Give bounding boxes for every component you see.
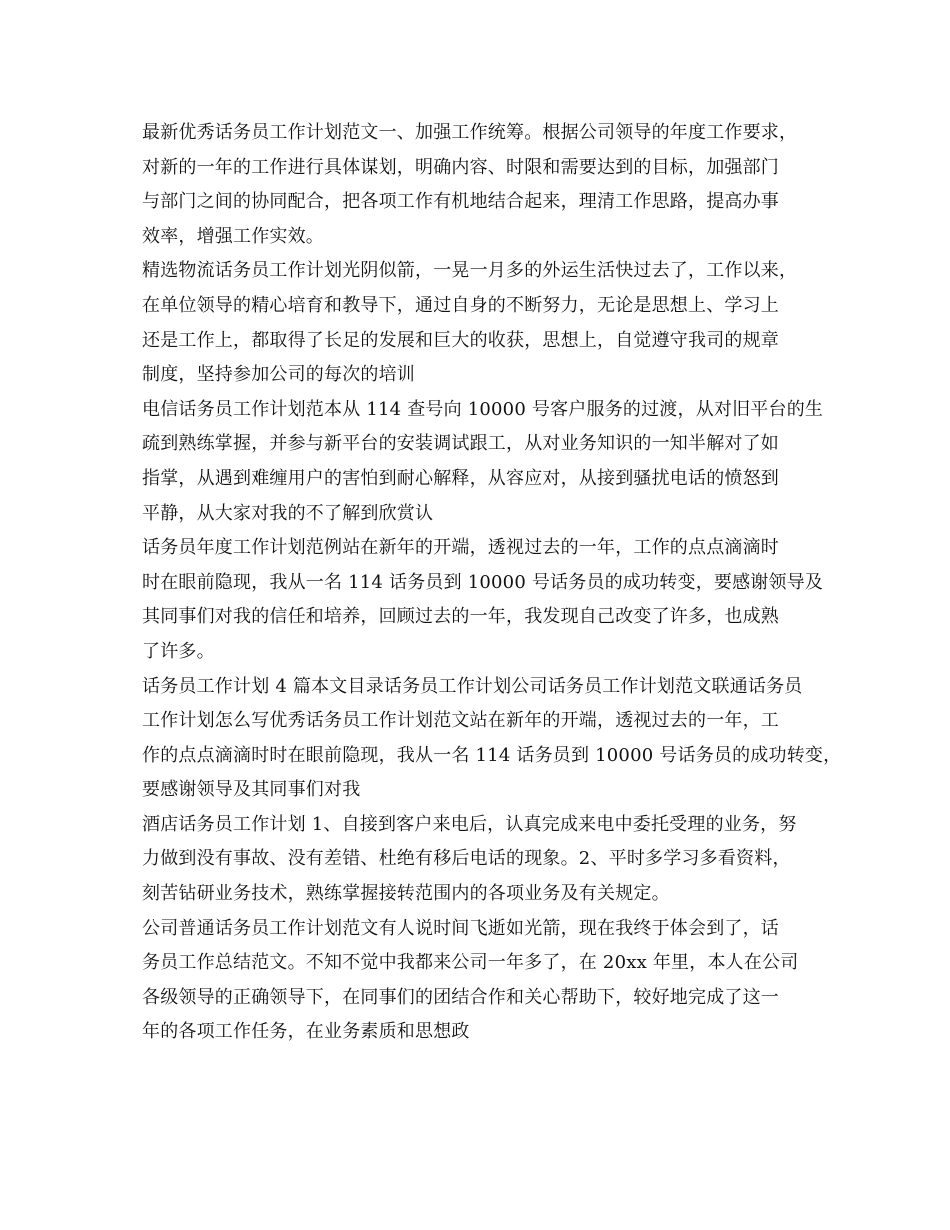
document-body xyxy=(142,116,842,1050)
text-line: 时在眼前隐现，我从一名 114 话务员到 10000 号话务员的成功转变，要感谢领导及 xyxy=(142,571,824,593)
paragraph-7 xyxy=(142,912,842,1050)
paragraph-1 xyxy=(142,116,842,254)
text-line: 年的各项工作任务，在业务素质和思想政 xyxy=(142,1021,470,1043)
paragraph-5 xyxy=(142,670,842,808)
text-line: 与部门之间的协同配合，把各项工作有机地结合起来，理清工作思路，提高办事 xyxy=(142,191,779,213)
text-line: 了许多。 xyxy=(142,640,215,662)
text-line: 指掌，从遇到难缠用户的害怕到耐心解释，从容应对，从接到骚扰电话的愤怒到 xyxy=(142,467,779,489)
paragraph-4 xyxy=(142,531,842,669)
text-line: 工作计划怎么写优秀话务员工作计划范文站在新年的开端，透视过去的一年，工 xyxy=(142,710,779,732)
text-line: 精选物流话务员工作计划光阴似箭，一晃一月多的外运生活快过去了，工作以来， xyxy=(142,260,798,282)
text-line: 刻苦钻研业务技术，熟练掌握接转范围内的各项业务及有关规定。 xyxy=(142,883,670,905)
paragraph-3 xyxy=(142,393,842,531)
text-line: 公司普通话务员工作计划范文有人说时间飞逝如光箭，现在我终于体会到了，话 xyxy=(142,917,779,939)
text-line: 话务员年度工作计划范例站在新年的开端，透视过去的一年，工作的点点滴滴时 xyxy=(142,537,779,559)
text-line: 对新的一年的工作进行具体谋划，明确内容、时限和需要达到的目标，加强部门 xyxy=(142,156,779,178)
text-line: 最新优秀话务员工作计划范文一、加强工作统筹。根据公司领导的年度工作要求， xyxy=(142,122,798,143)
text-line: 制度，坚持参加公司的每次的培训 xyxy=(142,364,415,386)
text-line: 各级领导的正确领导下，在同事们的团结合作和关心帮助下，较好地完成了这一 xyxy=(142,986,779,1008)
text-line: 要感谢领导及其同事们对我 xyxy=(142,779,361,801)
text-line: 疏到熟练掌握，并参与新平台的安装调试跟工，从对业务知识的一知半解对了如 xyxy=(142,433,779,455)
paragraph-2 xyxy=(142,254,842,392)
text-line: 还是工作上，都取得了长足的发展和巨大的收获，思想上，自觉遵守我司的规章 xyxy=(142,329,779,351)
text-line: 力做到没有事故、没有差错、杜绝有移后电话的现象。2、平时多学习多看资料， xyxy=(142,848,791,870)
text-line: 务员工作总结范文。不知不觉中我都来公司一年多了，在 20xx 年里，本人在公司 xyxy=(142,952,799,974)
text-line: 话务员工作计划 4 篇本文目录话务员工作计划公司话务员工作计划范文联通话务员 xyxy=(142,675,803,697)
text-line: 效率，增强工作实效。 xyxy=(142,225,324,247)
text-line: 其同事们对我的信任和培养，回顾过去的一年，我发现自己改变了许多，也成熟 xyxy=(142,606,779,628)
paragraph-6 xyxy=(142,808,842,912)
text-line: 作的点点滴滴时时在眼前隐现，我从一名 114 话务员到 10000 号话务员的成功转变， xyxy=(142,744,842,766)
text-line: 酒店话务员工作计划 1、自接到客户来电后，认真完成来电中委托受理的业务，努 xyxy=(142,813,797,835)
text-line: 电信话务员工作计划范本从 114 查号向 10000 号客户服务的过渡，从对旧平台的生 xyxy=(142,398,824,420)
text-line: 在单位领导的精心培育和教导下，通过自身的不断努力，无论是思想上、学习上 xyxy=(142,294,779,316)
text-line: 平静，从大家对我的不了解到欣赏认 xyxy=(142,502,434,524)
